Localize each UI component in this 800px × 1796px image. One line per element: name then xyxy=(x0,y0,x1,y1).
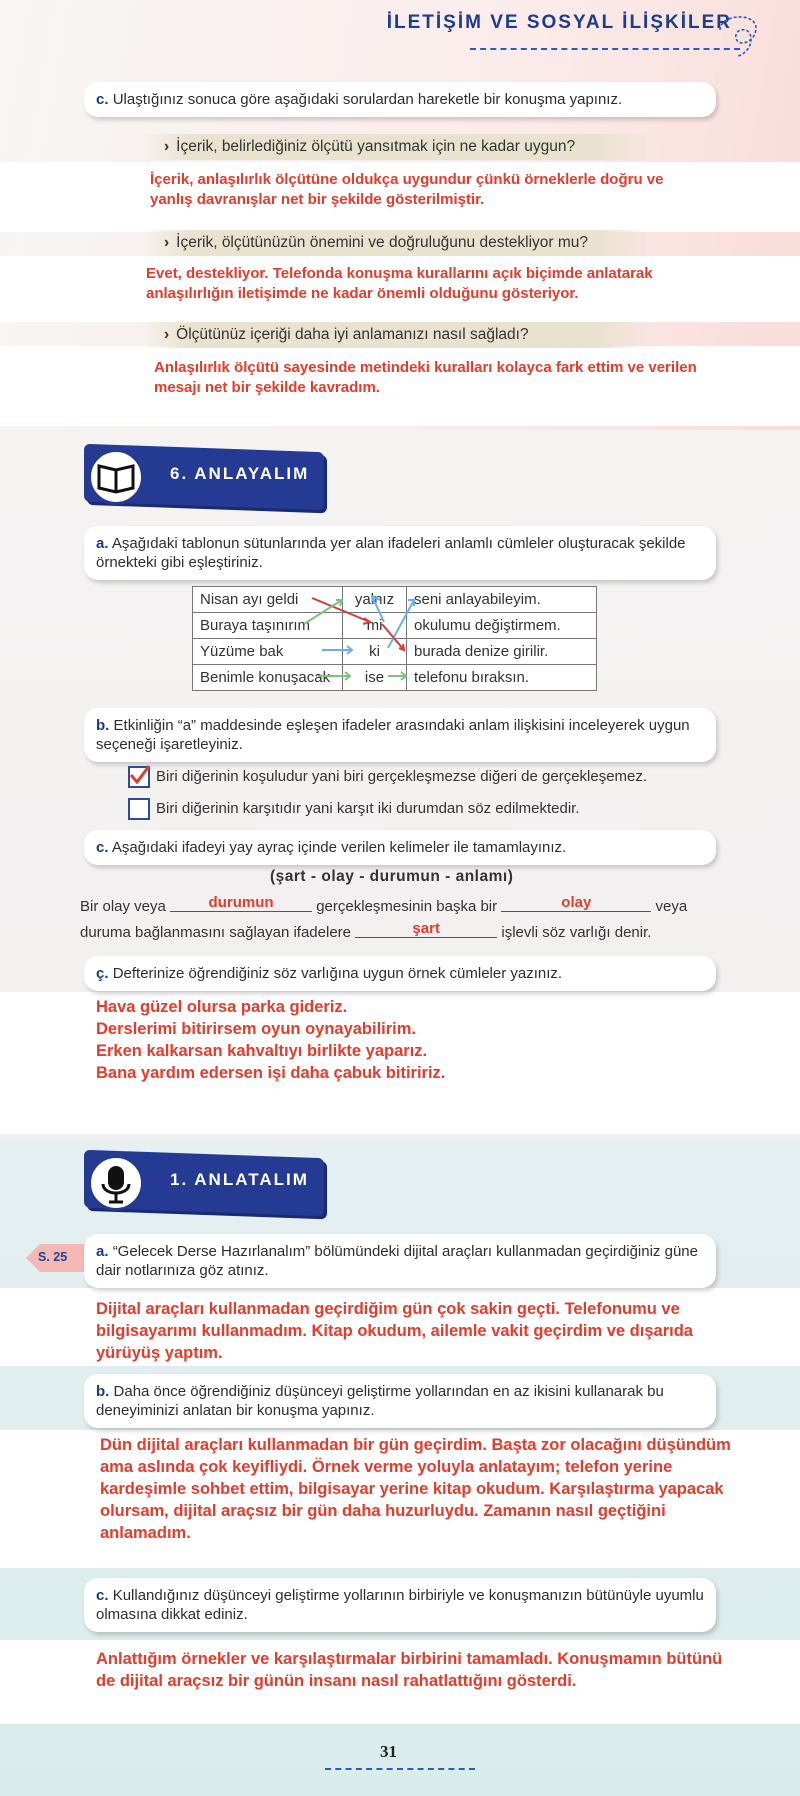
table-cell: okulumu değiştirmem. xyxy=(407,613,597,639)
question-letter: c. xyxy=(96,91,109,108)
question-letter: ç. xyxy=(96,965,109,982)
microphone-icon xyxy=(91,1158,141,1208)
sentence-part: Bir olay veya xyxy=(80,898,166,915)
question-letter: a. xyxy=(96,535,109,552)
answer-text: Evet, destekliyor. Telefonda konuşma kurallarını açık biçimde anlatarak anlaşılırlığın iletişimde ne kadar önemli olduğunu gösteriyor. xyxy=(146,265,653,302)
table-cell: burada denize girilir. xyxy=(407,639,597,665)
sub-question xyxy=(140,230,650,256)
question-letter: b. xyxy=(96,717,110,734)
question-text: Defterinize öğrendiğiniz söz varlığına uygun örnek cümleler yazınız. xyxy=(112,965,563,982)
question-text: Ulaştığınız sonuca göre aşağıdaki sorulardan hareketle bir konuşma yapınız. xyxy=(112,91,623,108)
blank-answer[interactable]: şart xyxy=(355,920,497,938)
example-sentence: Erken kalkarsan kahvaltıyı birlikte yaparız. xyxy=(96,1042,428,1060)
question-c-pill xyxy=(84,82,716,117)
sub-question-text: İçerik, belirlediğiniz ölçütü yansıtmak için ne kadar uygun? xyxy=(176,138,576,155)
question-text: “Gelecek Derse Hazırlanalım” bölümündeki dijital araçları kullanmadan geçirdiğiniz güne dair notlarınıza göz atınız. xyxy=(96,1243,698,1279)
table-cell: Buraya taşınırım xyxy=(193,613,343,639)
example-sentence: Hava güzel olursa parka gideriz. xyxy=(96,998,348,1016)
answer-text: Dijital araçları kullanmadan geçirdiğim gün çok sakin geçti. Telefonumu ve bilgisayarımı kullanmadım. Kitap okudum, ailemle vakit geçirdim ve dışarıda yürüyüş yaptım. xyxy=(96,1300,693,1362)
option-label: Biri diğerinin koşuludur yani biri gerçekleşmezse diğeri de gerçekleşemez. xyxy=(156,768,648,785)
checkmark-icon xyxy=(128,764,150,786)
table-cell: Nisan ayı geldi xyxy=(193,587,343,613)
question-text: Daha önce öğrendiğiniz düşünceyi geliştirme yollarından en az ikisini kullanarak bu deneyiminizi anlatan bir konuşma yapınız. xyxy=(96,1383,664,1419)
table-cell: yalnız xyxy=(343,587,407,613)
question-text: Kullandığınız düşünceyi geliştirme yollarının birbiriyle ve konuşmanızın bütünüyle uyumlu olmasına dikkat ediniz. xyxy=(96,1587,704,1623)
sub-question xyxy=(140,134,650,160)
fill-sentence-line1 xyxy=(80,894,720,916)
table-cell: ise xyxy=(343,665,407,691)
table-cell: Yüzüme bak xyxy=(193,639,343,665)
example-sentence: Derslerimi bitirirsem oyun oynayabilirim. xyxy=(96,1020,417,1038)
blank-answer[interactable]: olay xyxy=(501,894,651,912)
footer-dashed-line xyxy=(325,1768,475,1770)
question-b-pill xyxy=(84,708,716,762)
table-cell: mi xyxy=(343,613,407,639)
answer-text: Anlattığım örnekler ve karşılaştırmalar birbirini tamamladı. Konuşmamın bütünü de dijital araçsız bir günün insanı nasıl rahatlattığını gösterdi. xyxy=(96,1650,723,1690)
table-row xyxy=(193,587,597,613)
answer-text: Anlaşılırlık ölçütü sayesinde metindeki kuralları kolayca fark ettim ve verilen mesajı net bir şekilde kavradım. xyxy=(154,359,697,396)
header-dashed-line xyxy=(470,48,740,50)
question-cc-pill xyxy=(84,956,716,991)
fill-sentence-line2 xyxy=(80,920,720,942)
question-b-pill xyxy=(84,1374,716,1428)
table-cell: telefonu bıraksın. xyxy=(407,665,597,691)
question-letter: b. xyxy=(96,1383,110,1400)
banner-icon-circle xyxy=(88,1155,144,1211)
answer-text: İçerik, anlaşılırlık ölçütüne oldukça uygundur çünkü örneklerle doğru ve yanlış davranışlar net bir şekilde gösterilmiştir. xyxy=(150,171,664,208)
page-ref-label: S. 25 xyxy=(38,1250,68,1264)
question-letter: c. xyxy=(96,1587,109,1604)
sub-question xyxy=(140,322,650,348)
question-a-pill xyxy=(84,526,716,580)
sentence-part: işlevli söz varlığı denir. xyxy=(501,924,652,941)
table-row xyxy=(193,639,597,665)
sub-question-text: Ölçütünüz içeriği daha iyi anlamanızı nasıl sağladı? xyxy=(176,326,529,343)
example-sentences xyxy=(96,996,696,1084)
option-checkbox[interactable] xyxy=(128,798,150,820)
banner-title: 6. ANLAYALIM xyxy=(170,464,310,483)
anlayalim-banner xyxy=(84,448,324,506)
question-letter: a. xyxy=(96,1243,109,1260)
keyword-list: (şart - olay - durumun - anlamı) xyxy=(270,868,514,885)
blank-answer[interactable]: durumun xyxy=(170,894,312,912)
sentence-part: duruma bağlanmasını sağlayan ifadelere xyxy=(80,924,352,941)
table-cell: seni anlayabileyim. xyxy=(407,587,597,613)
book-icon xyxy=(91,452,141,502)
question-c-pill xyxy=(84,1578,716,1632)
banner-title: 1. ANLATALIM xyxy=(170,1170,309,1189)
table-row xyxy=(193,613,597,639)
swirl-decoration-icon xyxy=(716,8,760,58)
sentence-part: veya xyxy=(655,898,688,915)
matching-table xyxy=(192,586,597,691)
page-number: 31 xyxy=(380,1742,397,1761)
example-sentence: Bana yardım edersen işi daha çabuk bitiririz. xyxy=(96,1064,446,1082)
option-label: Biri diğerinin karşıtıdır yani karşıt iki durumdan söz edilmektedir. xyxy=(156,800,580,817)
question-c-pill xyxy=(84,830,716,865)
question-text: Aşağıdaki tablonun sütunlarında yer alan ifadeleri anlamlı cümleler oluşturacak şekilde örnekteki gibi eşleştiriniz. xyxy=(96,535,686,571)
unit-title: İLETİŞİM VE SOSYAL İLİŞKİLER xyxy=(386,12,732,33)
table-row xyxy=(193,665,597,691)
option-checkbox[interactable] xyxy=(128,766,150,788)
question-a-pill xyxy=(84,1234,716,1288)
table-cell: Benimle konuşacak xyxy=(193,665,343,691)
sentence-part: gerçekleşmesinin başka bir xyxy=(316,898,498,915)
sub-question-text: İçerik, ölçütünüzün önemini ve doğruluğunu destekliyor mu? xyxy=(176,234,589,251)
answer-text: Dün dijital araçları kullanmadan bir gün geçirdim. Başta zor olacağını düşündüm ama aslında çok keyifliydi. Örnek verme yoluyla anlatayım; telefon yerine kardeşimle sohbet ettim, bilgisayar yerine kitap okudum. Karşılaştırma yapacak olursam, dijital araçsız bir gün daha huzurluydu. Zamanın nasıl geçtiğini anlamadım. xyxy=(100,1436,731,1542)
question-text: Aşağıdaki ifadeyi yay ayraç içinde verilen kelimeler ile tamamlayınız. xyxy=(111,839,567,856)
table-cell: ki xyxy=(343,639,407,665)
question-letter: c. xyxy=(96,839,109,856)
question-text: Etkinliğin “a” maddesinde eşleşen ifadeler arasındaki anlam ilişkisini inceleyerek uygun seçeneği işaretleyiniz. xyxy=(96,717,690,753)
banner-icon-circle xyxy=(88,449,144,505)
anlatalim-banner xyxy=(84,1154,324,1212)
